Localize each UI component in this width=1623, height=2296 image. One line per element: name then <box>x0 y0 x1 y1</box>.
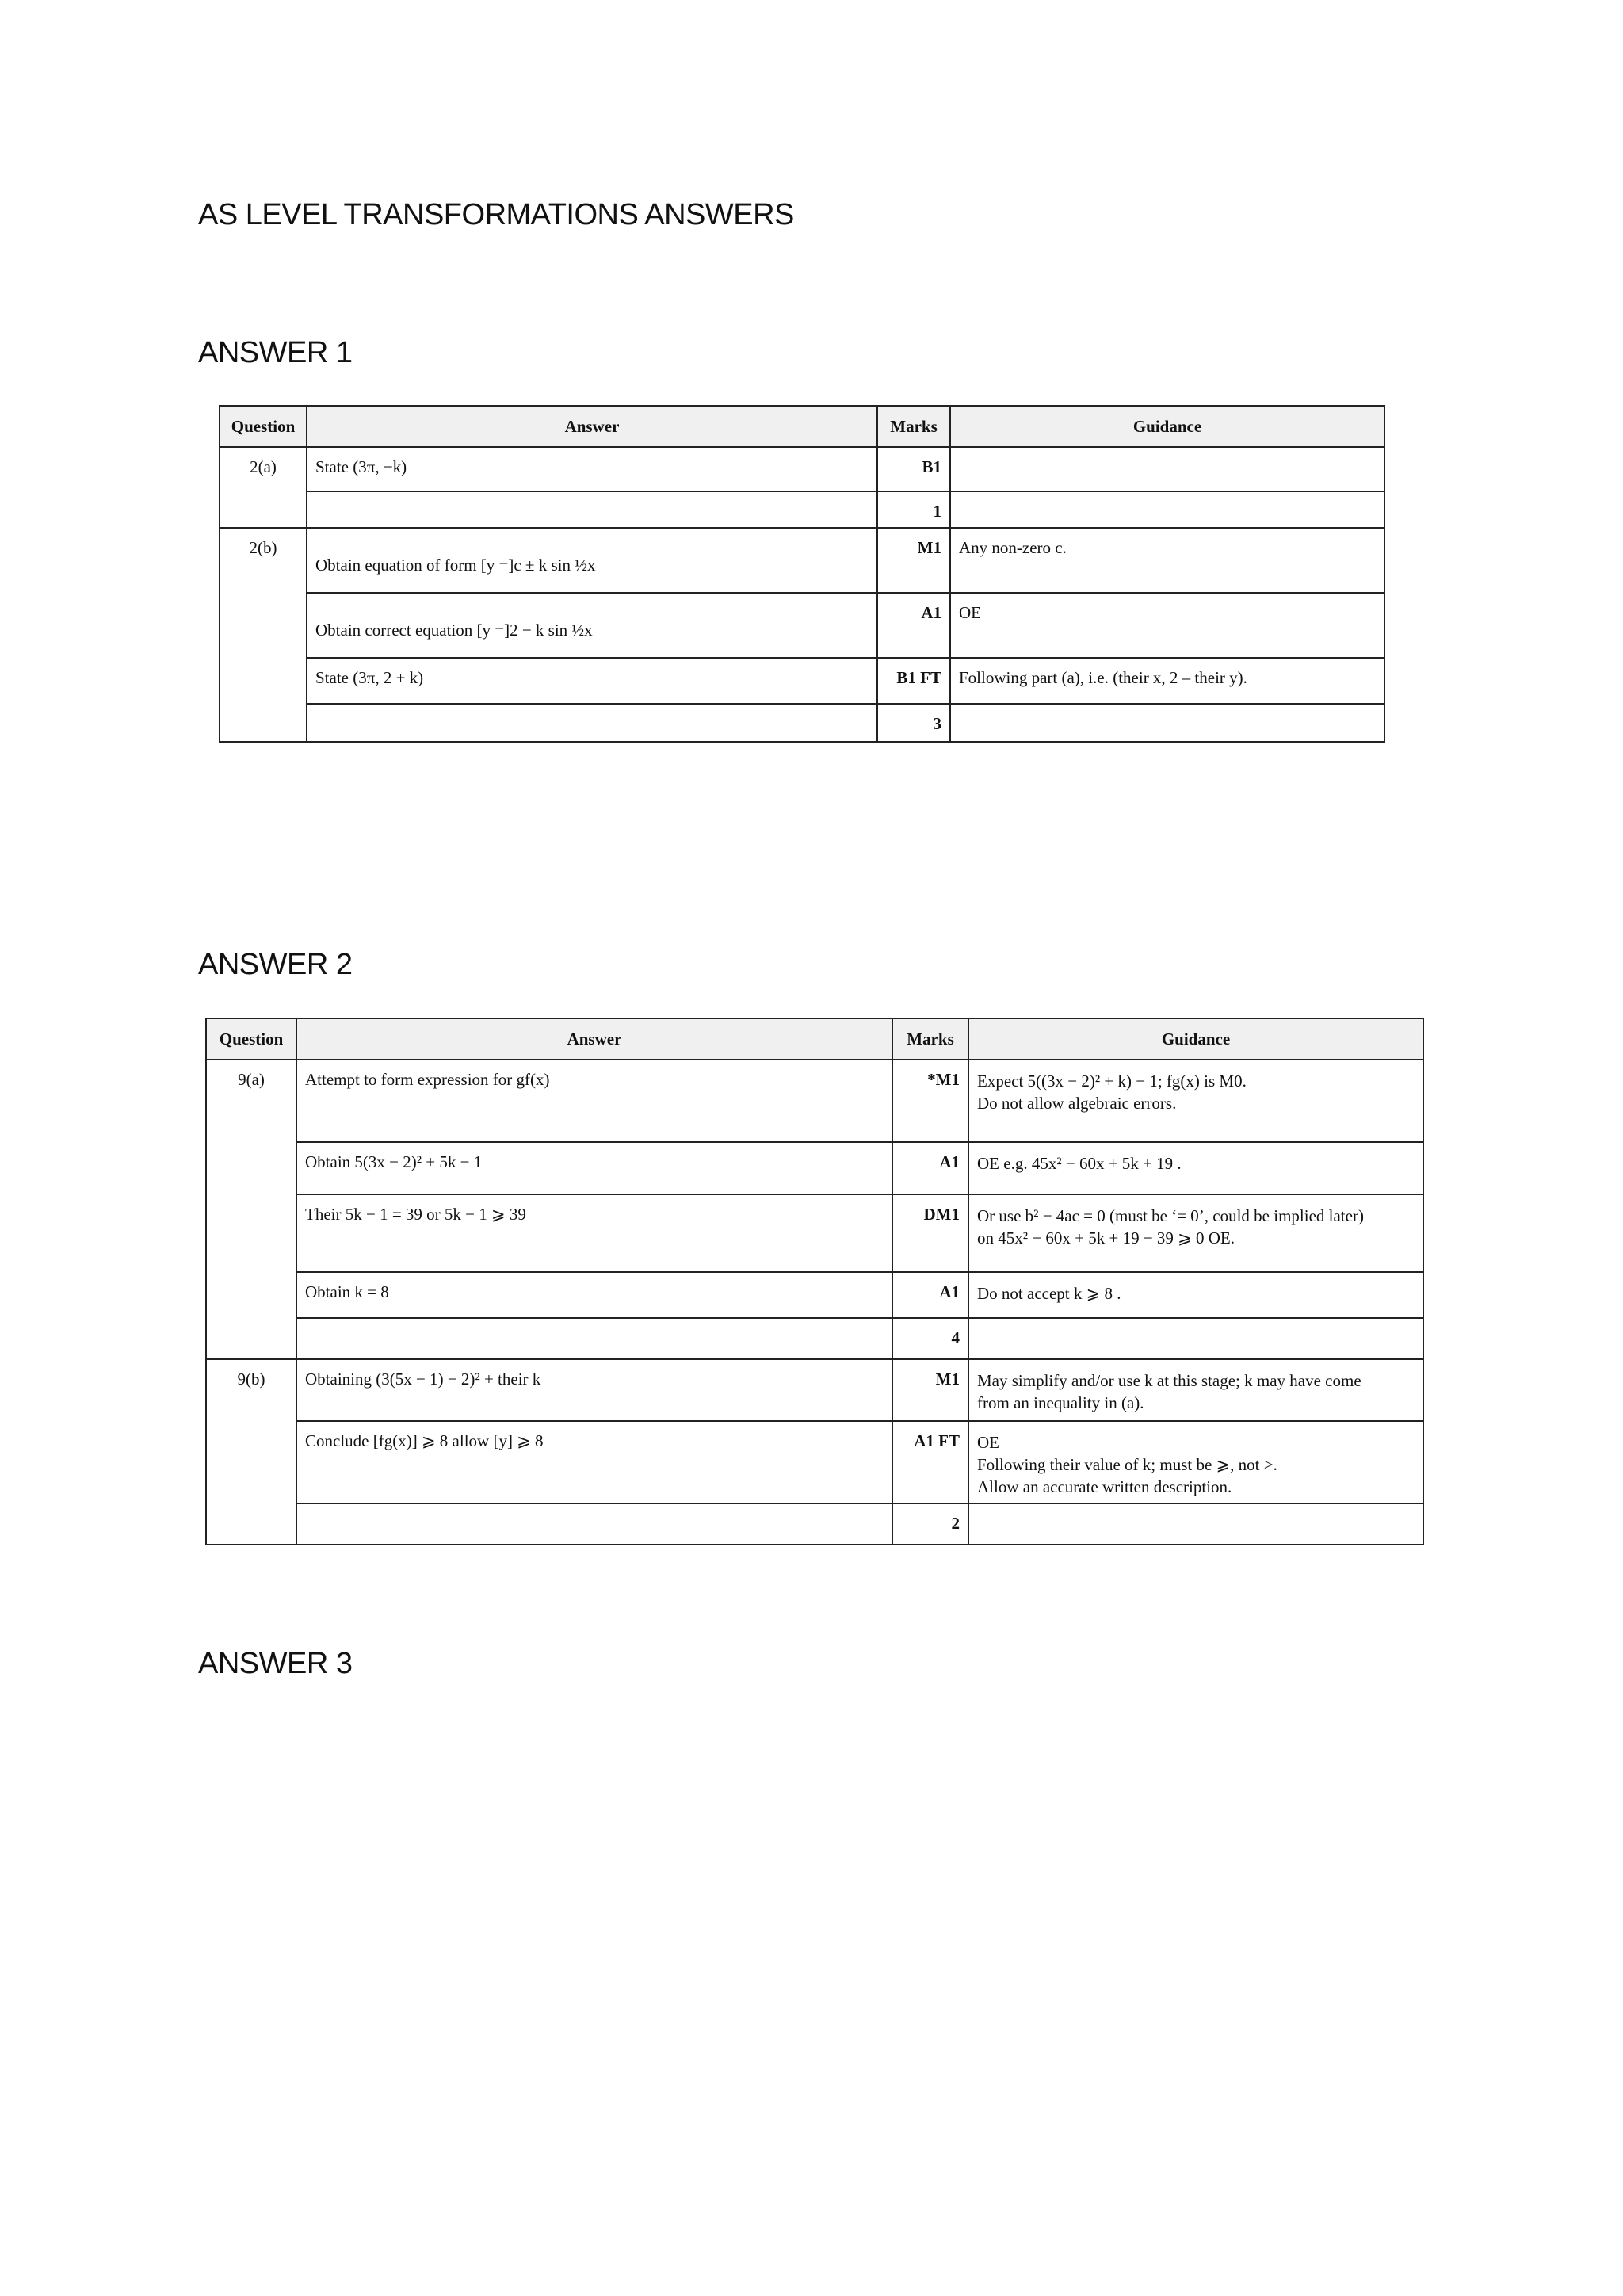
table-row <box>206 1060 1423 1142</box>
marks-cell: B1 <box>877 447 950 491</box>
header-guidance: Guidance <box>950 406 1384 447</box>
answer-cell <box>296 1503 892 1545</box>
question-cell <box>220 704 307 742</box>
table-row <box>220 658 1384 704</box>
answer-2-mark-scheme-table <box>205 1018 1424 1545</box>
table-row <box>206 1142 1423 1194</box>
question-cell: 9(a) <box>206 1060 296 1142</box>
question-cell <box>206 1421 296 1503</box>
marks-total-cell: 3 <box>877 704 950 742</box>
guidance-line: OE e.g. 45x² − 60x + 5k + 19 . <box>977 1154 1182 1173</box>
guidance-cell <box>968 1421 1423 1503</box>
answer-cell <box>307 491 877 528</box>
guidance-line: Or use b² − 4ac = 0 (must be ‘= 0’, could be implied later) <box>977 1206 1364 1225</box>
question-cell: 9(b) <box>206 1359 296 1421</box>
answer-1-mark-scheme-table <box>219 405 1385 743</box>
question-cell <box>220 491 307 528</box>
header-question: Question <box>220 406 307 447</box>
guidance-line: on 45x² − 60x + 5k + 19 − 39 ⩾ 0 OE. <box>977 1228 1235 1247</box>
answer-1-heading: ANSWER 1 <box>198 336 353 369</box>
answer-cell: Obtain correct equation [y =]2 − k sin ½x <box>307 593 877 658</box>
guidance-cell: Following part (a), i.e. (their x, 2 – their y). <box>950 658 1384 704</box>
marks-cell: A1 <box>877 593 950 658</box>
answer-cell: Obtain 5(3x − 2)² + 5k − 1 <box>296 1142 892 1194</box>
table-row <box>206 1503 1423 1545</box>
guidance-line: Expect 5((3x − 2)² + k) − 1; fg(x) is M0. <box>977 1072 1247 1091</box>
question-cell <box>206 1194 296 1272</box>
question-cell <box>206 1503 296 1545</box>
guidance-line: May simplify and/or use k at this stage; k may have come <box>977 1371 1361 1390</box>
guidance-cell <box>968 1359 1423 1421</box>
table-row <box>220 447 1384 491</box>
table-row <box>220 528 1384 593</box>
marks-cell: M1 <box>877 528 950 593</box>
header-answer: Answer <box>296 1018 892 1060</box>
answer-cell: Attempt to form expression for gf(x) <box>296 1060 892 1142</box>
table-row <box>206 1421 1423 1503</box>
question-cell <box>220 658 307 704</box>
guidance-cell <box>950 447 1384 491</box>
answer-cell: State (3π, −k) <box>307 447 877 491</box>
guidance-cell <box>950 491 1384 528</box>
guidance-line: Following their value of k; must be ⩾, not >. <box>977 1455 1277 1474</box>
table-row <box>206 1359 1423 1421</box>
question-cell <box>220 593 307 658</box>
guidance-cell: Any non-zero c. <box>950 528 1384 593</box>
guidance-line: from an inequality in (a). <box>977 1393 1144 1412</box>
marks-total-cell: 2 <box>892 1503 968 1545</box>
answer-2-heading: ANSWER 2 <box>198 948 353 981</box>
answer-cell: State (3π, 2 + k) <box>307 658 877 704</box>
question-cell <box>206 1142 296 1194</box>
table-header-row <box>220 406 1384 447</box>
question-cell <box>206 1272 296 1318</box>
table-row <box>206 1194 1423 1272</box>
table-row <box>220 704 1384 742</box>
question-cell: 2(a) <box>220 447 307 491</box>
table-row <box>220 491 1384 528</box>
guidance-cell <box>968 1503 1423 1545</box>
answer-cell <box>296 1318 892 1359</box>
marks-total-cell: 1 <box>877 491 950 528</box>
guidance-cell <box>950 704 1384 742</box>
answer-cell: Obtain k = 8 <box>296 1272 892 1318</box>
table-row <box>206 1318 1423 1359</box>
marks-total-cell: 4 <box>892 1318 968 1359</box>
answer-cell: Their 5k − 1 = 39 or 5k − 1 ⩾ 39 <box>296 1194 892 1272</box>
guidance-cell <box>968 1318 1423 1359</box>
header-question: Question <box>206 1018 296 1060</box>
guidance-line: Do not allow algebraic errors. <box>977 1094 1177 1113</box>
page-title: AS LEVEL TRANSFORMATIONS ANSWERS <box>198 198 794 231</box>
marks-cell: *M1 <box>892 1060 968 1142</box>
marks-cell: A1 <box>892 1272 968 1318</box>
marks-cell: A1 FT <box>892 1421 968 1503</box>
answer-cell <box>307 704 877 742</box>
table-row <box>220 593 1384 658</box>
answer-cell: Obtaining (3(5x − 1) − 2)² + their k <box>296 1359 892 1421</box>
marks-cell: DM1 <box>892 1194 968 1272</box>
table-header-row <box>206 1018 1423 1060</box>
question-cell <box>206 1318 296 1359</box>
table-row <box>206 1272 1423 1318</box>
header-guidance: Guidance <box>968 1018 1423 1060</box>
header-answer: Answer <box>307 406 877 447</box>
guidance-line: Allow an accurate written description. <box>977 1477 1232 1496</box>
guidance-line: OE <box>977 1433 999 1452</box>
answer-cell: Obtain equation of form [y =]c ± k sin ½x <box>307 528 877 593</box>
guidance-cell <box>968 1060 1423 1142</box>
header-marks: Marks <box>892 1018 968 1060</box>
question-cell: 2(b) <box>220 528 307 593</box>
guidance-line: Do not accept k ⩾ 8 . <box>977 1284 1121 1303</box>
header-marks: Marks <box>877 406 950 447</box>
guidance-cell <box>968 1142 1423 1194</box>
guidance-cell <box>968 1194 1423 1272</box>
guidance-cell: OE <box>950 593 1384 658</box>
marks-cell: B1 FT <box>877 658 950 704</box>
guidance-cell <box>968 1272 1423 1318</box>
answer-3-heading: ANSWER 3 <box>198 1647 353 1680</box>
marks-cell: M1 <box>892 1359 968 1421</box>
marks-cell: A1 <box>892 1142 968 1194</box>
answer-cell: Conclude [fg(x)] ⩾ 8 allow [y] ⩾ 8 <box>296 1421 892 1503</box>
